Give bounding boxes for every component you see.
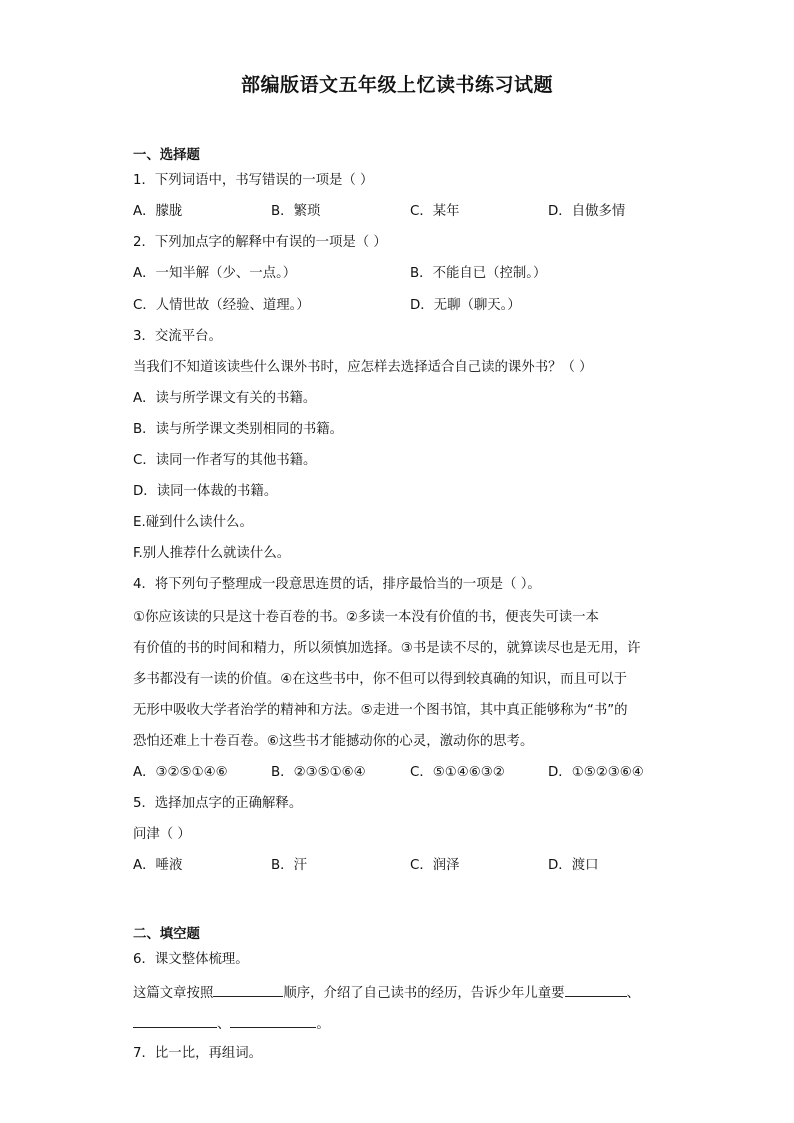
option-c: C．读同一作者写的其他书籍。 — [133, 453, 317, 468]
option-d: D．①⑤②③⑥④ — [548, 765, 644, 780]
option-d: D．渡口 — [548, 858, 599, 873]
q6-sep2: 、 — [217, 1017, 231, 1032]
question-6-text-cont — [133, 1014, 330, 1034]
question-1-stem: 1．下列词语中，书写错误的一项是（ ） — [133, 173, 374, 188]
question-3-stem: 3．交流平台。 — [133, 329, 222, 344]
q6-end: 。 — [316, 1017, 330, 1032]
question-5-word: 问津（ ） — [133, 827, 191, 842]
question-6-text — [133, 983, 640, 1003]
question-4-options — [133, 764, 693, 782]
passage-line: 多书都没有一读的价值。④在这些书中，你不但可以得到较真确的知识，而且可以于 — [133, 672, 628, 687]
option-b: B．汗 — [271, 858, 307, 873]
q6-sep1: 、 — [626, 986, 640, 1001]
option-b: B．不能自已（控制。） — [410, 266, 547, 281]
option-c: C．润泽 — [410, 858, 460, 873]
section-heading-fill: 二、填空题 — [133, 927, 200, 942]
blank-2[interactable] — [133, 1014, 217, 1028]
blank-order[interactable] — [213, 983, 283, 997]
passage-line: 有价值的书的时间和精力，所以须慎加选择。③书是读不尽的，就算读尽也是无用，许 — [133, 641, 641, 656]
passage-line: ①你应该读的只是这十卷百卷的书。②多读一本没有价值的书，便丧失可读一本 — [133, 610, 599, 625]
option-f: F.别人推荐什么就读什么。 — [133, 546, 291, 561]
option-c: C．人情世故（经验、道理。） — [133, 298, 310, 313]
question-7-stem: 7．比一比，再组词。 — [133, 1046, 263, 1061]
option-c: C．⑤①④⑥③② — [410, 765, 505, 780]
option-a: A．③②⑤①④⑥ — [133, 765, 228, 780]
option-c: C．某年 — [410, 204, 460, 219]
passage-line: 无形中吸收大学者治学的精神和方法。⑤走进一个图书馆，其中真正能够称为“书”的 — [133, 703, 628, 718]
section-heading-choice: 一、选择题 — [133, 148, 200, 163]
question-2-options-row1 — [133, 265, 693, 283]
blank-3[interactable] — [230, 1014, 316, 1028]
option-a: A．读与所学课文有关的书籍。 — [133, 391, 317, 406]
option-d: D．读同一体裁的书籍。 — [133, 484, 278, 499]
option-b: B．②③⑤①⑥④ — [271, 765, 366, 780]
question-1-options — [133, 203, 693, 221]
option-d: D．无聊（聊天。） — [410, 298, 521, 313]
option-a: A．朦胧 — [133, 204, 183, 219]
page-title: 部编版语文五年级上忆读书练习试题 — [240, 74, 553, 96]
option-a: A．一知半解（少、一点。） — [133, 266, 297, 281]
question-4-stem: 4．将下列句子整理成一段意思连贯的话，排序最恰当的一项是（ ）。 — [133, 577, 541, 592]
question-6-stem: 6．课文整体梳理。 — [133, 952, 249, 967]
question-3-question: 当我们不知道该读些什么课外书时，应怎样去选择适合自己读的课外书？（ ） — [133, 360, 593, 375]
question-2-options-row2 — [133, 297, 693, 315]
q6-text-b: 顺序，介绍了自己读书的经历，告诉少年儿童要 — [283, 986, 565, 1001]
option-b: B．繁琐 — [271, 204, 321, 219]
question-5-options — [133, 857, 693, 875]
question-5-stem: 5．选择加点字的正确解释。 — [133, 796, 303, 811]
option-a: A．唾液 — [133, 858, 183, 873]
question-2-stem: 2．下列加点字的解释中有误的一项是（ ） — [133, 235, 387, 250]
passage-line: 恐怕还难上十卷百卷。⑥这些书才能撼动你的心灵，激动你的思考。 — [133, 734, 534, 749]
option-b: B．读与所学课文类别相同的书籍。 — [133, 422, 344, 437]
blank-1[interactable] — [565, 983, 627, 997]
option-e: E.碰到什么读什么。 — [133, 515, 253, 530]
option-d: D．自傲多情 — [548, 204, 626, 219]
q6-text-a: 这篇文章按照 — [133, 986, 214, 1001]
